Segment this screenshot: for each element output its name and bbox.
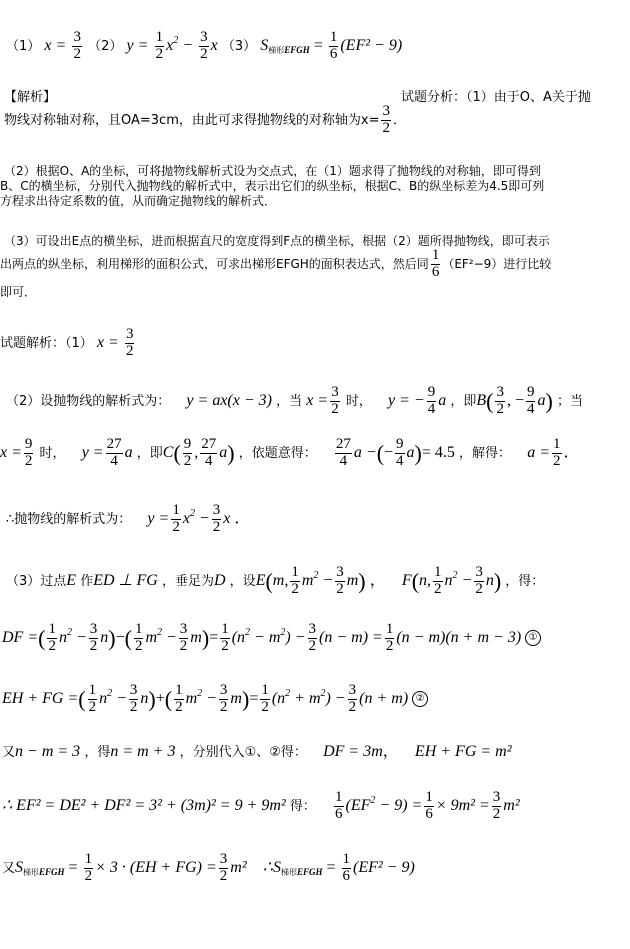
equation-marker-2: ② — [412, 691, 428, 707]
equation-marker-1: ① — [525, 630, 541, 646]
point-C-label: C — [162, 443, 174, 461]
point-B-label: B — [476, 391, 487, 409]
answer-part2-label: （2） — [88, 38, 123, 54]
analysis-p2-line-c: 方程求出待定系数的值，从而确定抛物线的解析式． — [0, 194, 277, 208]
area-line: 又$S_{梯形EFGH}$ = $\frac{1}{2}$ × 3 · (EH + FG) = $\frac{3}{2}$ m² $\therefore S_{梯形EFGH}$ = $\frac{1}{6}$ (EF² − 9) — [2, 851, 415, 884]
answer-part3-label: （3） — [221, 38, 257, 54]
fraction-3-2b: $\frac{3}{2}$ — [200, 29, 208, 62]
analysis-p2-line-b: B、C的横坐标，分别代入抛物线的解析式中，表示出它们的纵坐标，根据C、B的纵坐标差为4.5即可列 — [0, 179, 545, 193]
substitution-line: 又n − m = 3 ，得n = m + 3 ，分别代入①、②得： DF = 3m， EH + FG = m² — [2, 743, 512, 760]
solution-part3-setup: （3）过点E 作ED ⊥ FG ，垂足为D ，设E(m, $\frac{1}{2}$ $m^2$ − $\frac{3}{2}$ m) ， F(n, $\frac{1}{2}$ $n^2$ − $\frac{3}{2}$ n) ，得： — [6, 564, 545, 597]
area-symbol: S — [260, 36, 269, 54]
solution-part2-line1: （2）设抛物线的解析式为： y = ax(x − 3) ，当 x = $\frac{3}{2}$ 时， y = − $\frac{9}{4}$ a ，即B( $\frac{3}{2}$ , − $\frac{9}{4}$ a) ；当 — [6, 384, 583, 417]
solution-part2-line2: x = $\frac{9}{2}$ 时， y = $\frac{27}{4}$ a ，即C( $\frac{9}{2}$ , $\frac{27}{4}$ a) ，依题意得： $\frac{27}{4}$ a −(− $\frac{9}{4}$ a)= 4.5 ，解得： a = $\frac{1}{2}$ ． — [0, 436, 580, 469]
equation-2: EH + FG =( $\frac{1}{2}$ $n^2$ − $\frac{3}{2}$ n)+( $\frac{1}{2}$ $m^2$ − $\frac{3}{2}$ m)= $\frac{1}{2}$ $(n^2 + m^2)$ − $\frac{3}{2}$ (n + m) ② — [2, 683, 428, 716]
equation-1: DF =( $\frac{1}{2}$ $n^2$ − $\frac{3}{2}$ n)−( $\frac{1}{2}$ $m^2$ − $\frac{3}{2}$ m)= $\frac{1}{2}$ $(n^2 - m^2)$ − $\frac{3}{2}$ (n − m) = $\frac{1}{2}$ (n − m)(n + m − 3) ① — [2, 622, 541, 655]
solution-parabola: ∴抛物线的解析式为： y = $\frac{1}{2}$ $x^2$ − $\frac{3}{2}$ x ． — [6, 502, 251, 535]
analysis-p3-line-c: 即可． — [0, 285, 37, 299]
analysis-p3-line-b: 出两点的纵坐标，利用梯形的面积公式，可求出梯形EFGH的面积表达式，然后同 $\frac{1}{6}$ （EF²−9）进行比较 — [0, 247, 552, 280]
analysis-p3-line-a: （3）可设出E点的横坐标，进而根据直尺的宽度得到F点的横坐标，根据（2）题所得抛物线，即可表示 — [4, 234, 550, 248]
fraction-1-2: $\frac{1}{2}$ — [155, 29, 164, 62]
answer-line: （1） x = $\frac{3}{2}$ （2） y = $\frac{1}{2}$ $x^2$ − $\frac{3}{2}$ x （3） $S_{梯形EFGH}$ = $\frac{1}{6}$ (EF² − 9) — [6, 29, 403, 62]
answer-y-eq: y = — [126, 36, 149, 54]
answer-ef-expr: (EF² − 9) — [340, 36, 403, 54]
analysis-heading: 【解析】 — [4, 90, 57, 105]
solution-part1: 试题解析：（1） x = $\frac{3}{2}$ — [0, 326, 134, 359]
ef-square-line: ∴ EF² = DE² + DF² = 3² + (3m)² = 9 + 9m² 得： $\frac{1}{6}$ $(EF^2 - 9)$ = $\frac{1}{6}$ × 9m² = $\frac{3}{2}$ m² — [2, 789, 520, 822]
fraction-3-2: $\frac{3}{2}$ — [73, 29, 81, 62]
fraction-1-6: $\frac{1}{6}$ — [329, 29, 338, 62]
analysis-p2-line-a: （2）根据O、A的坐标，可将抛物线解析式设为交点式，在（1）题求得了抛物线的对称轴，即可得到 — [4, 164, 541, 178]
answer-part1-label: （1） — [6, 38, 41, 54]
analysis-line-2: 物线对称轴对称，且OA=3cm，由此可求得抛物线的对称轴为x= $\frac{3}{2}$ ． — [4, 103, 406, 136]
answer-x-eq: x = — [44, 36, 67, 54]
analysis-intro: 试题分析：（1）由于O、A关于抛 — [401, 90, 591, 105]
